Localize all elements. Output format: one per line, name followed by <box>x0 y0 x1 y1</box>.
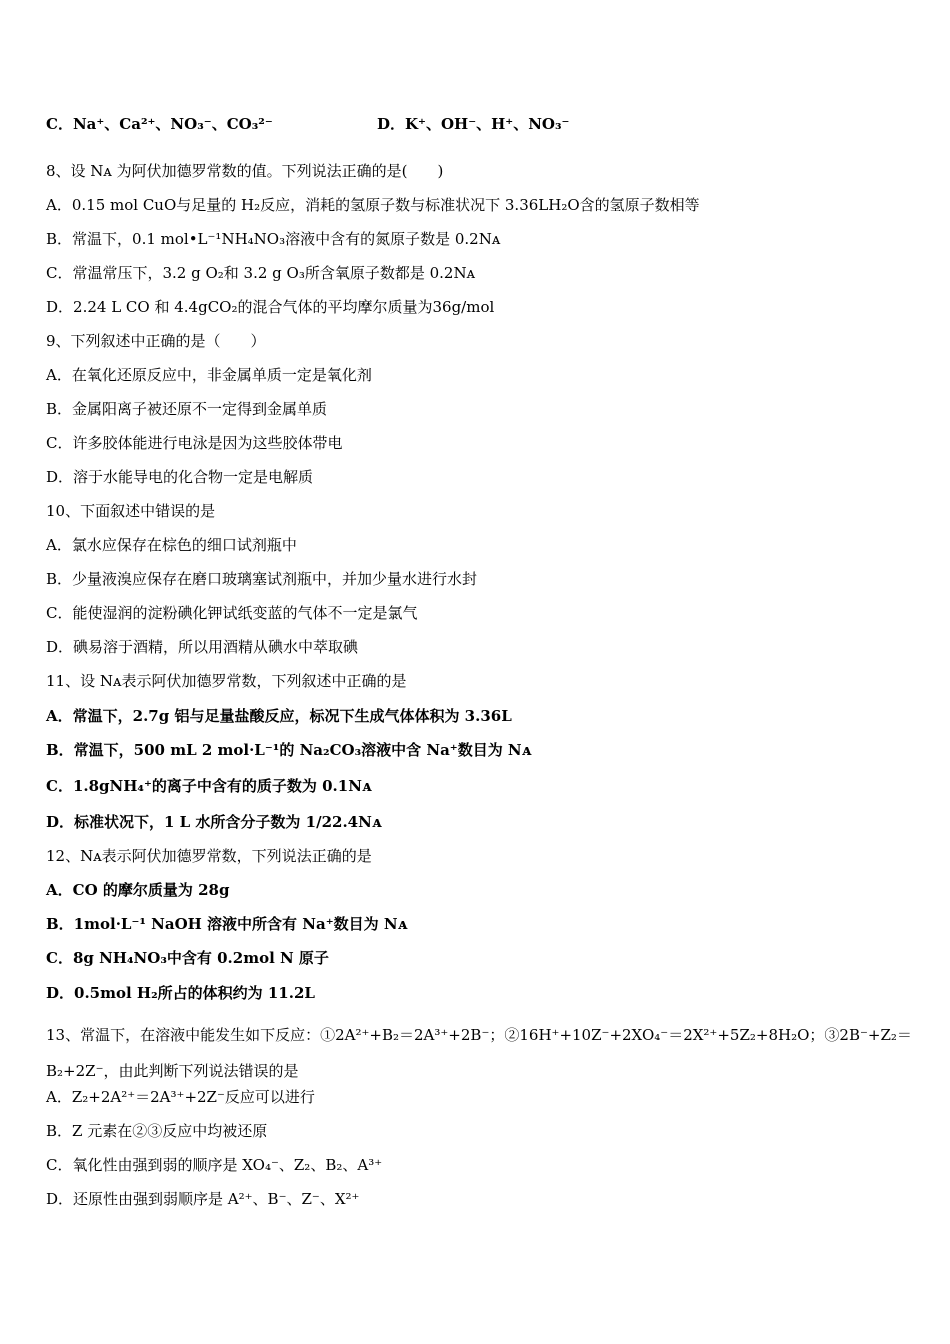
question-stem: 12、Nᴀ表示阿伏加德罗常数，下列说法正确的是 <box>46 847 372 865</box>
question-option: A．Z₂+2A²⁺＝2A³⁺+2Z⁻反应可以进行 <box>46 1088 315 1106</box>
question-stem: 8、设 Nᴀ 为阿伏加德罗常数的值。下列说法正确的是( ) <box>46 162 444 180</box>
question-option: A．0.15 mol CuO与足量的 H₂反应，消耗的氢原子数与标准状况下 3.36LH₂O含的氢原子数相等 <box>46 196 700 214</box>
question-option: A．CO 的摩尔质量为 28g <box>46 881 230 899</box>
question-option: B．金属阳离子被还原不一定得到金属单质 <box>46 400 328 418</box>
question-stem: 9、下列叙述中正确的是（ ） <box>46 332 266 350</box>
question-option: B．常温下，0.1 mol•L⁻¹NH₄NO₃溶液中含有的氮原子数是 0.2Nᴀ <box>46 230 501 248</box>
question-option: B．Z 元素在②③反应中均被还原 <box>46 1122 268 1140</box>
question-stem: 13、常温下，在溶液中能发生如下反应：①2A²⁺+B₂＝2A³⁺+2B⁻；②16H⁺+10Z⁻+2XO₄⁻＝2X²⁺+5Z₂+8H₂O；③2B⁻+Z₂＝B₂+2Z⁻，由此判断下列说法错误的是 <box>46 1026 912 1080</box>
question-option: D．还原性由强到弱顺序是 A²⁺、B⁻、Z⁻、X²⁺ <box>46 1190 360 1208</box>
question-option: C．能使湿润的淀粉碘化钾试纸变蓝的气体不一定是氯气 <box>46 604 418 622</box>
question-option: C．1.8gNH₄⁺的离子中含有的质子数为 0.1Nᴀ <box>46 777 372 795</box>
question-option: C．许多胶体能进行电泳是因为这些胶体带电 <box>46 434 343 452</box>
question-option: D．标准状况下，1 L 水所含分子数为 1/22.4Nᴀ <box>46 813 382 831</box>
question-option: C．8g NH₄NO₃中含有 0.2mol N 原子 <box>46 949 329 967</box>
question-option: A．常温下，2.7g 铝与足量盐酸反应，标况下生成气体体积为 3.36L <box>46 707 512 725</box>
question-option: B．1mol·L⁻¹ NaOH 溶液中所含有 Na⁺数目为 Nᴀ <box>46 915 408 933</box>
question-option: C．常温常压下，3.2 g O₂和 3.2 g O₃所含氧原子数都是 0.2Nᴀ <box>46 264 476 282</box>
question-option: D．溶于水能导电的化合物一定是电解质 <box>46 468 314 486</box>
question-stem: 11、设 Nᴀ表示阿伏加德罗常数，下列叙述中正确的是 <box>46 672 407 690</box>
question-option: C．氧化性由强到弱的顺序是 XO₄⁻、Z₂、B₂、A³⁺ <box>46 1156 383 1174</box>
question-option: D．2.24 L CO 和 4.4gCO₂的混合气体的平均摩尔质量为36g/mol <box>46 298 495 316</box>
question-option: D．碘易溶于酒精，所以用酒精从碘水中萃取碘 <box>46 638 359 656</box>
option-line-top-left: C．Na⁺、Ca²⁺、NO₃⁻、CO₃²⁻ <box>46 115 273 133</box>
option-line-top-right: D．K⁺、OH⁻、H⁺、NO₃⁻ <box>377 115 570 133</box>
question-option: D．0.5mol H₂所占的体积约为 11.2L <box>46 984 315 1002</box>
question-option: B．少量液溴应保存在磨口玻璃塞试剂瓶中，并加少量水进行水封 <box>46 570 478 588</box>
question-option: B．常温下，500 mL 2 mol·L⁻¹的 Na₂CO₃溶液中含 Na⁺数目为 Nᴀ <box>46 741 532 759</box>
question-option: A．在氧化还原反应中，非金属单质一定是氧化剂 <box>46 366 372 384</box>
question-stem: 10、下面叙述中错误的是 <box>46 502 216 520</box>
question-option: A．氯水应保存在棕色的细口试剂瓶中 <box>46 536 297 554</box>
